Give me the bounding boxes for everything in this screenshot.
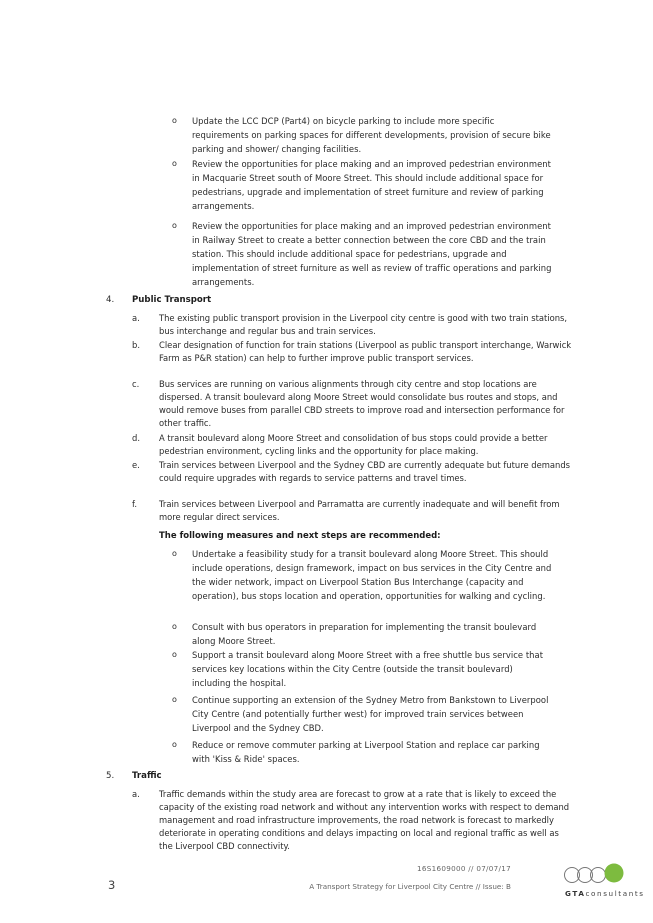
section-heading-traffic xyxy=(106,770,162,783)
section-title: Traffic xyxy=(132,771,162,781)
list-item xyxy=(172,648,552,690)
logo-wordmark-rest: consultants xyxy=(585,889,645,898)
measures-heading: The following measures and next steps are recommended: xyxy=(159,531,441,541)
item-text: Train services between Liverpool and Parramatta are currently inadequate and will benefit from more regular direct services. xyxy=(159,499,560,523)
item-marker: a. xyxy=(132,789,140,799)
item-text: A transit boulevard along Moore Street and consolidation of bus stops could provide a better pedestrian environment, cycling links and the opportunity for place making. xyxy=(159,433,548,457)
bullet-marker: o xyxy=(172,650,177,659)
item-marker: e. xyxy=(132,460,140,470)
list-item xyxy=(172,738,552,766)
list-item xyxy=(172,219,552,289)
logo-wordmark xyxy=(565,889,645,898)
list-item xyxy=(172,547,552,603)
item-marker: f. xyxy=(132,499,138,509)
list-item xyxy=(132,498,572,524)
section-number: 5. xyxy=(106,771,115,781)
item-text: Traffic demands within the study area are forecast to grow at a rate that is likely to exceed the capacity of the existing road network and without any intervention works with respect to demand management and road infrastructure improvements, the road network is forecast to markedly deteriorate in operating conditions and delays impacting on local and regional traffic as well as the Liverpool CBD connectivity. xyxy=(159,789,570,852)
item-marker: b. xyxy=(132,340,140,350)
bullet-text: Consult with bus operators in preparation for implementing the transit boulevard along Moore Street. xyxy=(192,622,537,647)
document-reference: 16S1609000 // 07/07/17 xyxy=(416,864,511,873)
bullet-marker: o xyxy=(172,740,177,749)
bullet-marker: o xyxy=(172,221,177,230)
list-item xyxy=(172,693,552,735)
list-item xyxy=(172,620,552,648)
bullet-text: Update the LCC DCP (Part4) on bicycle parking to include more specific requirements on parking spaces for different developments, provision of secure bike parking and shower/ changing facilities. xyxy=(192,116,551,155)
item-marker: c. xyxy=(132,379,140,389)
item-marker: a. xyxy=(132,313,140,323)
item-text: Clear designation of function for train stations (Liverpool as public transport interchange, Warwick Farm as P&R station) can help to further improve public transport services. xyxy=(159,340,572,364)
list-item xyxy=(132,459,572,485)
bullet-text: Continue supporting an extension of the Sydney Metro from Bankstown to Liverpool City Centre (and potentially further west) for improved train services between Liverpool and the Sydney CBD. xyxy=(192,695,549,734)
bullet-text: Review the opportunities for place making and an improved pedestrian environment in Macquarie Street south of Moore Street. This should include additional space for pedestrians, upgrade and implementation of street furniture and review of parking arrangements. xyxy=(192,159,551,212)
item-text: Bus services are running on various alignments through city centre and stop locations are dispersed. A transit boulevard along Moore Street would consolidate bus routes and stops, and would remove buses from parallel CBD streets to improve road and intersection performance for other traffic. xyxy=(159,379,565,429)
bullet-text: Reduce or remove commuter parking at Liverpool Station and replace car parking with 'Kiss & Ride' spaces. xyxy=(192,740,540,765)
logo-wordmark-bold: GTA xyxy=(565,889,586,898)
list-item xyxy=(172,157,552,213)
list-item xyxy=(132,788,572,853)
list-item xyxy=(132,339,572,365)
item-text: The existing public transport provision in the Liverpool city centre is good with two train stations, bus interchange and regular bus and train services. xyxy=(159,313,568,337)
section-number: 4. xyxy=(106,295,115,305)
bullet-text: Review the opportunities for place making and an improved pedestrian environment in Railway Street to create a better connection between the core CBD and the train station. This should include additional space for pedestrians, upgrade and implementation of street furniture as well as review of traffic operations and parking arrangements. xyxy=(192,221,552,288)
bullet-marker: o xyxy=(172,622,177,631)
bullet-text: Support a transit boulevard along Moore Street with a free shuttle bus service that services key locations within the City Centre (outside the transit boulevard) including the hospital. xyxy=(192,650,544,689)
section-title: Public Transport xyxy=(132,295,212,305)
document-title: A Transport Strategy for Liverpool City Centre // Issue: B xyxy=(309,882,511,891)
bullet-text: Undertake a feasibility study for a transit boulevard along Moore Street. This should include operations, design framework, impact on bus services in the City Centre and the wider network, impact on Liverpool Station Bus Interchange (capacity and operation), bus stops location and operation, opportunities for walking and cycling. xyxy=(192,549,552,602)
bullet-marker: o xyxy=(172,695,177,704)
list-item xyxy=(132,312,572,338)
list-item xyxy=(132,378,572,430)
list-item xyxy=(172,114,552,156)
bullet-marker: o xyxy=(172,549,177,558)
bullet-marker: o xyxy=(172,159,177,168)
bullet-marker: o xyxy=(172,116,177,125)
list-item xyxy=(132,432,572,458)
section-heading-public-transport xyxy=(106,294,211,307)
item-text: Train services between Liverpool and the Sydney CBD are currently adequate but future demands could require upgrades with regards to service patterns and travel times. xyxy=(159,460,571,484)
item-marker: d. xyxy=(132,433,140,443)
page-number: 3 xyxy=(108,878,116,892)
